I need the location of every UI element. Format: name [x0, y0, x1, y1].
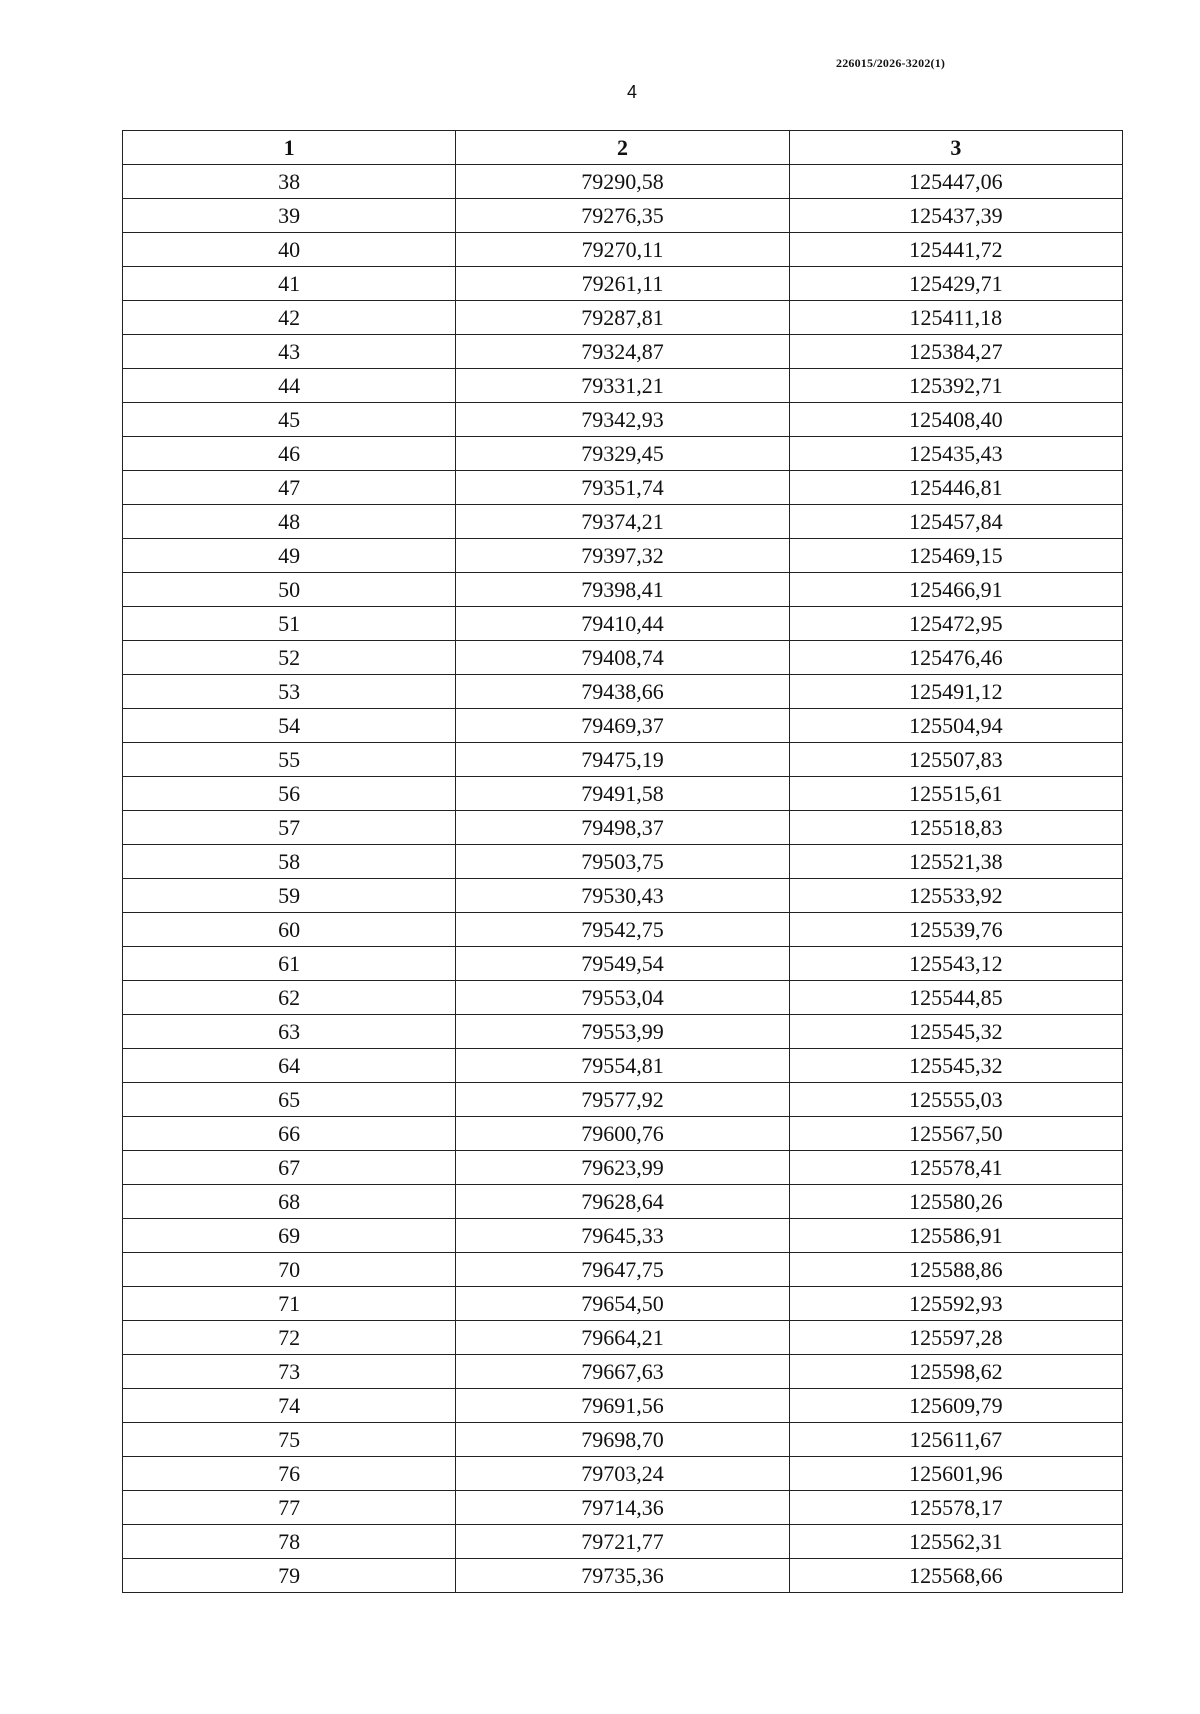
coordinate-y-cell: 125567,50	[789, 1117, 1122, 1151]
coordinate-y-cell: 125601,96	[789, 1457, 1122, 1491]
coordinate-y-cell: 125545,32	[789, 1049, 1122, 1083]
table-row	[123, 913, 1123, 947]
coordinate-y-cell: 125476,46	[789, 641, 1122, 675]
table-row	[123, 675, 1123, 709]
coordinate-x-cell: 79542,75	[456, 913, 789, 947]
point-number-cell: 74	[123, 1389, 456, 1423]
page-number: 4	[627, 82, 638, 102]
coordinate-x-cell: 79475,19	[456, 743, 789, 777]
coordinate-y-cell: 125580,26	[789, 1185, 1122, 1219]
point-number-cell: 57	[123, 811, 456, 845]
coordinate-x-cell: 79270,11	[456, 233, 789, 267]
column-header-1: 1	[123, 131, 456, 165]
coordinate-y-cell: 125504,94	[789, 709, 1122, 743]
coordinate-y-cell: 125543,12	[789, 947, 1122, 981]
table-row	[123, 437, 1123, 471]
point-number-cell: 39	[123, 199, 456, 233]
point-number-cell: 44	[123, 369, 456, 403]
coordinate-x-cell: 79261,11	[456, 267, 789, 301]
coordinate-y-cell: 125562,31	[789, 1525, 1122, 1559]
point-number-cell: 56	[123, 777, 456, 811]
coordinate-x-cell: 79438,66	[456, 675, 789, 709]
table-row	[123, 1321, 1123, 1355]
table-body	[123, 165, 1123, 1593]
coordinate-y-cell: 125588,86	[789, 1253, 1122, 1287]
point-number-cell: 71	[123, 1287, 456, 1321]
table-row	[123, 607, 1123, 641]
coordinate-y-cell: 125457,84	[789, 505, 1122, 539]
coordinate-x-cell: 79553,99	[456, 1015, 789, 1049]
coordinate-x-cell: 79530,43	[456, 879, 789, 913]
coordinate-x-cell: 79398,41	[456, 573, 789, 607]
coordinate-x-cell: 79408,74	[456, 641, 789, 675]
coordinate-x-cell: 79698,70	[456, 1423, 789, 1457]
coordinate-y-cell: 125447,06	[789, 165, 1122, 199]
coordinate-y-cell: 125429,71	[789, 267, 1122, 301]
table-row	[123, 811, 1123, 845]
table-row	[123, 1049, 1123, 1083]
point-number-cell: 62	[123, 981, 456, 1015]
point-number-cell: 66	[123, 1117, 456, 1151]
point-number-cell: 70	[123, 1253, 456, 1287]
coordinate-y-cell: 125598,62	[789, 1355, 1122, 1389]
coordinate-x-cell: 79667,63	[456, 1355, 789, 1389]
coordinate-x-cell: 79577,92	[456, 1083, 789, 1117]
point-number-cell: 63	[123, 1015, 456, 1049]
coordinate-y-cell: 125392,71	[789, 369, 1122, 403]
point-number-cell: 40	[123, 233, 456, 267]
coordinate-x-cell: 79703,24	[456, 1457, 789, 1491]
coordinate-x-cell: 79351,74	[456, 471, 789, 505]
table-row	[123, 777, 1123, 811]
table-row	[123, 641, 1123, 675]
coordinate-x-cell: 79276,35	[456, 199, 789, 233]
point-number-cell: 51	[123, 607, 456, 641]
coordinate-x-cell: 79329,45	[456, 437, 789, 471]
coordinate-x-cell: 79600,76	[456, 1117, 789, 1151]
coordinate-x-cell: 79554,81	[456, 1049, 789, 1083]
point-number-cell: 61	[123, 947, 456, 981]
table-row	[123, 1491, 1123, 1525]
table-row	[123, 709, 1123, 743]
coordinates-table	[122, 130, 1123, 1593]
coordinate-y-cell: 125466,91	[789, 573, 1122, 607]
point-number-cell: 79	[123, 1559, 456, 1593]
table-row	[123, 505, 1123, 539]
coordinate-y-cell: 125611,67	[789, 1423, 1122, 1457]
coordinate-x-cell: 79469,37	[456, 709, 789, 743]
coordinate-y-cell: 125518,83	[789, 811, 1122, 845]
table-row	[123, 1185, 1123, 1219]
table-row	[123, 845, 1123, 879]
coordinate-x-cell: 79664,21	[456, 1321, 789, 1355]
table-row	[123, 1287, 1123, 1321]
table-row	[123, 199, 1123, 233]
coordinate-x-cell: 79397,32	[456, 539, 789, 573]
point-number-cell: 78	[123, 1525, 456, 1559]
header-row	[123, 131, 1123, 165]
point-number-cell: 67	[123, 1151, 456, 1185]
coordinate-x-cell: 79735,36	[456, 1559, 789, 1593]
coordinate-y-cell: 125544,85	[789, 981, 1122, 1015]
point-number-cell: 54	[123, 709, 456, 743]
table-row	[123, 1219, 1123, 1253]
table-row	[123, 335, 1123, 369]
point-number-cell: 59	[123, 879, 456, 913]
table-row	[123, 1117, 1123, 1151]
table-header	[123, 131, 1123, 165]
table-row	[123, 981, 1123, 1015]
table-row	[123, 1559, 1123, 1593]
coordinate-x-cell: 79331,21	[456, 369, 789, 403]
coordinate-y-cell: 125521,38	[789, 845, 1122, 879]
coordinate-x-cell: 79290,58	[456, 165, 789, 199]
table-row	[123, 743, 1123, 777]
coordinate-y-cell: 125539,76	[789, 913, 1122, 947]
coordinate-x-cell: 79503,75	[456, 845, 789, 879]
coordinate-x-cell: 79623,99	[456, 1151, 789, 1185]
coordinate-y-cell: 125533,92	[789, 879, 1122, 913]
point-number-cell: 77	[123, 1491, 456, 1525]
point-number-cell: 53	[123, 675, 456, 709]
table-row	[123, 539, 1123, 573]
table-row	[123, 1083, 1123, 1117]
coordinate-x-cell: 79342,93	[456, 403, 789, 437]
coordinate-y-cell: 125515,61	[789, 777, 1122, 811]
point-number-cell: 58	[123, 845, 456, 879]
point-number-cell: 46	[123, 437, 456, 471]
table-row	[123, 879, 1123, 913]
coordinate-x-cell: 79553,04	[456, 981, 789, 1015]
point-number-cell: 41	[123, 267, 456, 301]
table-row	[123, 471, 1123, 505]
table-row	[123, 947, 1123, 981]
table-row	[123, 1151, 1123, 1185]
coordinate-x-cell: 79498,37	[456, 811, 789, 845]
coordinate-y-cell: 125446,81	[789, 471, 1122, 505]
table-row	[123, 1457, 1123, 1491]
coordinate-x-cell: 79645,33	[456, 1219, 789, 1253]
table-row	[123, 233, 1123, 267]
table-row	[123, 1253, 1123, 1287]
point-number-cell: 64	[123, 1049, 456, 1083]
coordinate-y-cell: 125578,17	[789, 1491, 1122, 1525]
coordinate-y-cell: 125411,18	[789, 301, 1122, 335]
coordinate-y-cell: 125609,79	[789, 1389, 1122, 1423]
column-header-3: 3	[789, 131, 1122, 165]
table-row	[123, 1423, 1123, 1457]
coordinate-x-cell: 79374,21	[456, 505, 789, 539]
point-number-cell: 38	[123, 165, 456, 199]
point-number-cell: 52	[123, 641, 456, 675]
table-row	[123, 403, 1123, 437]
point-number-cell: 48	[123, 505, 456, 539]
document-id: 226015/2026-3202(1)	[836, 56, 946, 70]
coordinate-y-cell: 125469,15	[789, 539, 1122, 573]
coordinate-y-cell: 125586,91	[789, 1219, 1122, 1253]
coordinate-y-cell: 125545,32	[789, 1015, 1122, 1049]
table-row	[123, 1389, 1123, 1423]
coordinate-y-cell: 125555,03	[789, 1083, 1122, 1117]
coordinate-x-cell: 79491,58	[456, 777, 789, 811]
coordinate-y-cell: 125568,66	[789, 1559, 1122, 1593]
coordinate-x-cell: 79647,75	[456, 1253, 789, 1287]
coordinate-x-cell: 79628,64	[456, 1185, 789, 1219]
coordinate-y-cell: 125597,28	[789, 1321, 1122, 1355]
coordinate-x-cell: 79287,81	[456, 301, 789, 335]
point-number-cell: 73	[123, 1355, 456, 1389]
point-number-cell: 50	[123, 573, 456, 607]
table-row	[123, 1015, 1123, 1049]
point-number-cell: 76	[123, 1457, 456, 1491]
point-number-cell: 47	[123, 471, 456, 505]
coordinate-y-cell: 125441,72	[789, 233, 1122, 267]
point-number-cell: 60	[123, 913, 456, 947]
coordinate-y-cell: 125592,93	[789, 1287, 1122, 1321]
coordinate-x-cell: 79324,87	[456, 335, 789, 369]
coordinate-y-cell: 125507,83	[789, 743, 1122, 777]
point-number-cell: 45	[123, 403, 456, 437]
coordinate-x-cell: 79654,50	[456, 1287, 789, 1321]
point-number-cell: 69	[123, 1219, 456, 1253]
table-row	[123, 573, 1123, 607]
coordinate-y-cell: 125472,95	[789, 607, 1122, 641]
point-number-cell: 55	[123, 743, 456, 777]
table-row	[123, 267, 1123, 301]
coordinate-y-cell: 125384,27	[789, 335, 1122, 369]
coordinate-x-cell: 79714,36	[456, 1491, 789, 1525]
column-header-2: 2	[456, 131, 789, 165]
point-number-cell: 42	[123, 301, 456, 335]
coordinate-x-cell: 79410,44	[456, 607, 789, 641]
table-row	[123, 301, 1123, 335]
coordinate-x-cell: 79549,54	[456, 947, 789, 981]
table-row	[123, 369, 1123, 403]
coordinate-y-cell: 125437,39	[789, 199, 1122, 233]
point-number-cell: 72	[123, 1321, 456, 1355]
point-number-cell: 49	[123, 539, 456, 573]
point-number-cell: 43	[123, 335, 456, 369]
table-row	[123, 1525, 1123, 1559]
point-number-cell: 75	[123, 1423, 456, 1457]
table-row	[123, 1355, 1123, 1389]
coordinate-x-cell: 79721,77	[456, 1525, 789, 1559]
coordinate-y-cell: 125491,12	[789, 675, 1122, 709]
coordinate-y-cell: 125408,40	[789, 403, 1122, 437]
coordinate-x-cell: 79691,56	[456, 1389, 789, 1423]
coordinate-y-cell: 125578,41	[789, 1151, 1122, 1185]
point-number-cell: 65	[123, 1083, 456, 1117]
coordinate-y-cell: 125435,43	[789, 437, 1122, 471]
table-row	[123, 165, 1123, 199]
point-number-cell: 68	[123, 1185, 456, 1219]
